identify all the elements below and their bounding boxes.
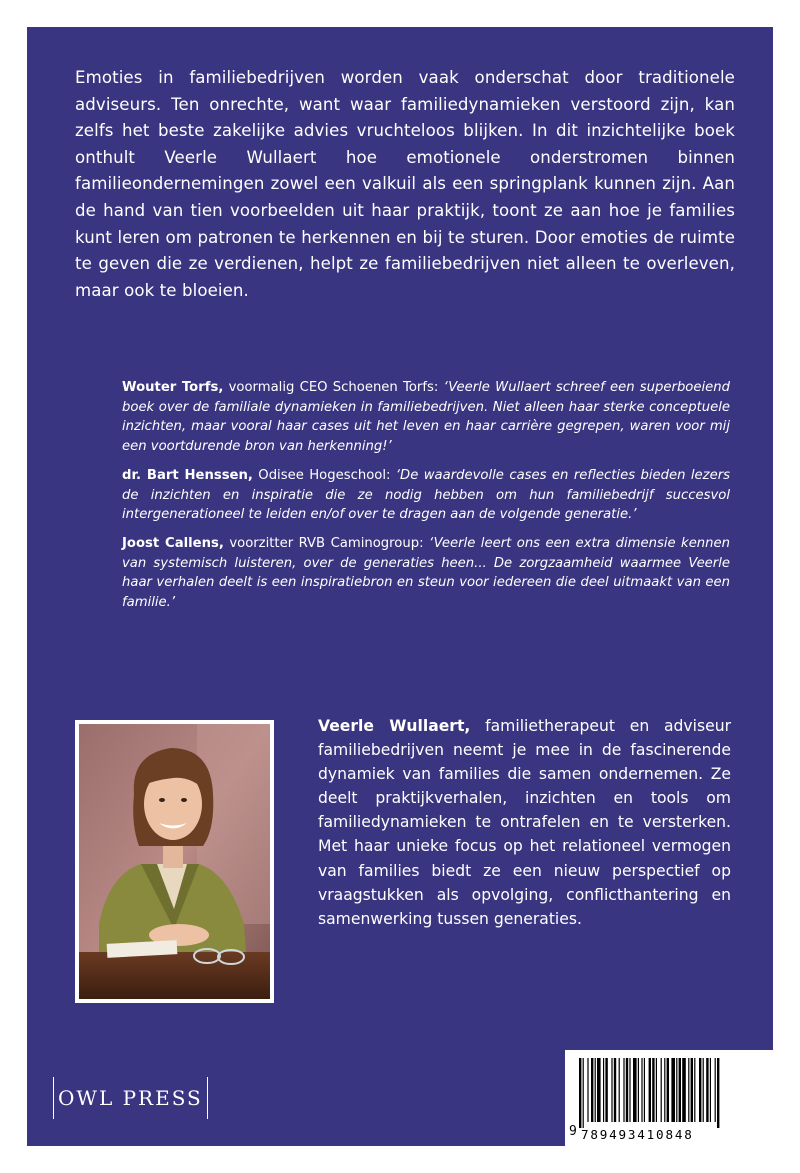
barcode-bar bbox=[682, 1058, 686, 1122]
barcode-bar bbox=[605, 1058, 607, 1122]
endorser-role: voorzitter RVB Caminogroup: bbox=[223, 535, 429, 551]
barcode-bar bbox=[638, 1058, 639, 1122]
barcode-bar bbox=[587, 1058, 588, 1122]
endorser-name: dr. Bart Henssen, bbox=[122, 467, 253, 483]
barcode-bar bbox=[694, 1058, 695, 1122]
barcode-bar bbox=[579, 1058, 581, 1128]
barcode bbox=[579, 1058, 759, 1128]
endorsement-text: ‘Veerle Wullaert schreef een superboeiend boek over de familiale dynamieken in familiebedrijven. Niet alleen haar sterke conceptuele inzichten, maar vooral haar cases uit het leven en haar carrière gegrepen, waren voor mij een voortdurende bron van herkenning!’ bbox=[122, 380, 730, 455]
barcode-bar bbox=[591, 1058, 593, 1122]
endorsement bbox=[122, 378, 730, 457]
barcode-bar bbox=[623, 1058, 624, 1122]
barcode-bar bbox=[597, 1058, 601, 1122]
barcode-bar bbox=[691, 1058, 693, 1122]
barcode-bar bbox=[706, 1058, 708, 1122]
endorser-role: voormalig CEO Schoenen Torfs: bbox=[223, 380, 444, 395]
barcode-bar bbox=[688, 1058, 689, 1122]
barcode-bar bbox=[676, 1058, 677, 1122]
barcode-bar bbox=[703, 1058, 704, 1122]
endorsement-text: ‘Veerle leert ons een extra dimensie kennen van systemisch luisteren, over de generaties heen... De zorgzaamheid waarmee Veerle haar verhalen deelt is een inspiratiebron en steun voor iedereen die deel uitmaakt van een familie.’ bbox=[122, 535, 730, 611]
barcode-bar bbox=[656, 1058, 657, 1122]
barcode-bar bbox=[603, 1058, 604, 1122]
publisher-logo bbox=[53, 1077, 208, 1119]
barcode-bar bbox=[717, 1058, 719, 1128]
author-bio-text: familietherapeut en adviseur familiebedrijven neemt je mee in de fascinerende dynamiek van families die samen ondernemen. Ze deelt praktijkverhalen, inzichten en tools om familiedynamieken te ontrafelen en te versterken. Met haar unieke focus op het relationeel vermogen van families biedt ze een nieuw perspectief op vraagstukken als opvolging, conflicthantering en samenwerking tussen generaties. bbox=[318, 717, 732, 928]
barcode-bar bbox=[629, 1058, 630, 1122]
barcode-bar bbox=[679, 1058, 681, 1122]
isbn-lead-digit: 9 bbox=[569, 1124, 577, 1139]
barcode-bar bbox=[699, 1058, 701, 1122]
barcode-bar bbox=[664, 1058, 665, 1122]
author-photo-frame bbox=[75, 720, 274, 1003]
blurb bbox=[75, 65, 735, 304]
endorsement bbox=[122, 466, 730, 525]
barcode-bar bbox=[652, 1058, 654, 1122]
publisher-name: OWL PRESS bbox=[58, 1086, 203, 1110]
barcode-bar bbox=[619, 1058, 620, 1122]
barcode-box bbox=[565, 1050, 773, 1146]
barcode-bar bbox=[671, 1058, 675, 1122]
author-name: Veerle Wullaert, bbox=[318, 717, 471, 735]
barcode-bar bbox=[649, 1058, 651, 1122]
endorsement-text: ‘De waardevolle cases en reflecties bieden lezers de inzichten en inspiratie die ze nodig hebben om hun familiebedrijf succesvol intergenerationeel te leiden en/of over te dragen aan de volgende generatie.’ bbox=[122, 467, 731, 523]
blurb-text: Emoties in familiebedrijven worden vaak onderschat door traditionele adviseurs. Ten onrechte, want waar familiedynamieken verstoord zijn, kan zelfs het beste zakelijke advies vruchteloos blijken. In dit inzichtelijke boek onthult Veerle Wullaert hoe emotionele onderstromen binnen familieondernemingen zowel een valkuil als een springplank kunnen zijn. Aan de hand van tien voorbeelden uit haar praktijk, toont ze aan hoe je families kunt leren om patronen te herkennen en bij te sturen. Door emoties de ruimte te geven die ze verdienen, helpt ze familiebedrijven niet alleen te overleven, maar ook te bloeien. bbox=[75, 68, 735, 300]
barcode-bar bbox=[611, 1058, 612, 1122]
barcode-bar bbox=[595, 1058, 596, 1122]
endorsements bbox=[122, 378, 730, 622]
barcode-bar bbox=[661, 1058, 662, 1122]
barcode-bar bbox=[626, 1058, 628, 1122]
endorser-name: Joost Callens, bbox=[122, 535, 224, 551]
barcode-bar bbox=[633, 1058, 637, 1122]
barcode-bar bbox=[667, 1058, 669, 1122]
barcode-bar bbox=[710, 1058, 711, 1122]
back-cover bbox=[27, 27, 773, 1146]
endorser-name: Wouter Torfs, bbox=[122, 380, 224, 395]
isbn-number: 789493410848 bbox=[581, 1127, 694, 1142]
barcode-bar bbox=[641, 1058, 642, 1122]
barcode-bar bbox=[614, 1058, 616, 1122]
author-photo bbox=[79, 724, 270, 999]
endorsement bbox=[122, 534, 730, 613]
barcode-bar bbox=[715, 1058, 716, 1122]
endorser-role: Odisee Hogeschool: bbox=[252, 467, 396, 483]
barcode-bar bbox=[583, 1058, 584, 1128]
barcode-bar bbox=[644, 1058, 645, 1122]
author-bio bbox=[318, 714, 731, 931]
